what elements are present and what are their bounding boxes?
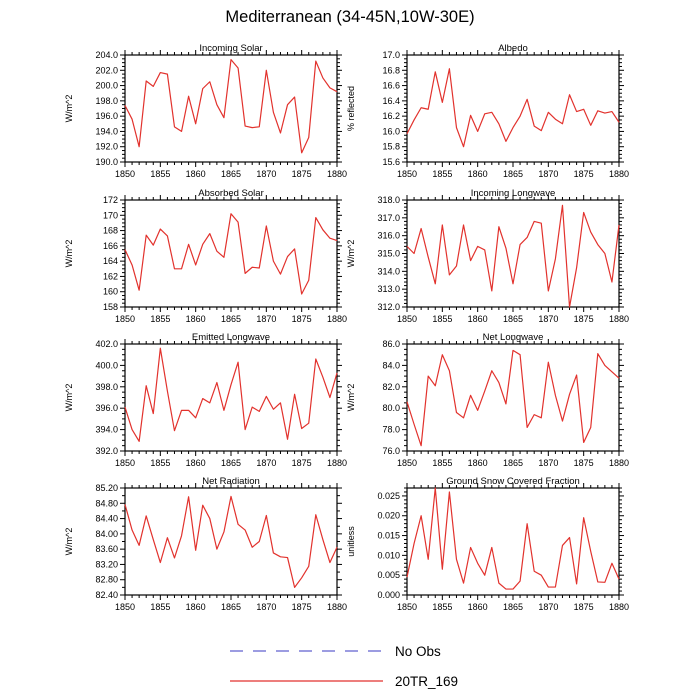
svg-text:Absorbed Solar: Absorbed Solar: [198, 188, 264, 199]
svg-text:86.0: 86.0: [382, 339, 400, 349]
svg-text:78.0: 78.0: [382, 424, 400, 435]
svg-text:1850: 1850: [396, 169, 418, 179]
svg-text:162: 162: [102, 271, 118, 282]
svg-text:1875: 1875: [291, 169, 312, 179]
svg-text:200.0: 200.0: [95, 80, 118, 91]
svg-text:84.00: 84.00: [95, 528, 118, 539]
svg-text:1855: 1855: [432, 458, 453, 468]
svg-text:1870: 1870: [538, 314, 559, 324]
svg-text:1850: 1850: [396, 314, 418, 324]
svg-text:1855: 1855: [150, 169, 171, 179]
svg-text:315.0: 315.0: [377, 248, 400, 259]
chart-canvas-albedo: [334, 41, 682, 189]
chart-albedo: [334, 41, 682, 189]
svg-text:1870: 1870: [538, 458, 559, 468]
svg-text:1855: 1855: [432, 314, 453, 324]
svg-text:16.2: 16.2: [382, 111, 400, 122]
svg-text:84.80: 84.80: [95, 498, 118, 509]
svg-text:166: 166: [102, 240, 118, 251]
svg-text:164: 164: [102, 256, 118, 267]
svg-text:172: 172: [102, 195, 118, 205]
svg-text:1870: 1870: [538, 169, 559, 179]
svg-text:1860: 1860: [185, 602, 206, 612]
svg-text:1855: 1855: [432, 602, 453, 612]
svg-text:1855: 1855: [150, 602, 171, 612]
svg-text:1850: 1850: [114, 458, 136, 468]
no-obs-dashed-line-sample: [228, 641, 385, 661]
svg-text:1860: 1860: [185, 314, 206, 324]
svg-text:202.0: 202.0: [95, 65, 118, 76]
svg-text:0.025: 0.025: [377, 490, 400, 501]
svg-text:unitless: unitless: [346, 526, 356, 557]
svg-text:82.0: 82.0: [382, 381, 400, 392]
svg-text:196.0: 196.0: [95, 111, 118, 122]
svg-text:1870: 1870: [256, 314, 277, 324]
svg-text:17.0: 17.0: [382, 50, 400, 60]
svg-text:W/m^2: W/m^2: [346, 383, 356, 412]
svg-text:402.0: 402.0: [95, 339, 118, 349]
svg-text:1880: 1880: [326, 602, 348, 612]
svg-text:80.0: 80.0: [382, 403, 400, 414]
svg-text:317.0: 317.0: [377, 212, 400, 223]
svg-text:0.015: 0.015: [377, 530, 400, 541]
svg-text:1850: 1850: [396, 458, 418, 468]
legend-label-no-obs: No Obs: [395, 643, 441, 659]
svg-text:84.40: 84.40: [95, 513, 118, 524]
svg-text:1875: 1875: [573, 602, 594, 612]
svg-text:1865: 1865: [502, 458, 524, 468]
page-title: Mediterranean (34-45N,10W-30E): [225, 8, 475, 26]
svg-text:W/m^2: W/m^2: [346, 239, 356, 268]
svg-text:84.0: 84.0: [382, 360, 400, 371]
svg-text:0.005: 0.005: [377, 570, 400, 581]
chart-ground-snow-fraction: [334, 474, 682, 622]
svg-text:76.0: 76.0: [382, 446, 400, 456]
chart-canvas-net-longwave: [334, 330, 682, 478]
svg-text:1880: 1880: [326, 169, 348, 179]
svg-text:0.010: 0.010: [377, 550, 400, 561]
svg-text:1850: 1850: [114, 314, 136, 324]
svg-text:398.0: 398.0: [95, 381, 118, 392]
svg-text:313.0: 313.0: [377, 284, 400, 295]
svg-text:85.20: 85.20: [95, 483, 118, 493]
svg-text:16.8: 16.8: [382, 65, 400, 76]
svg-text:392.0: 392.0: [95, 446, 118, 456]
svg-text:15.8: 15.8: [382, 141, 400, 152]
svg-text:194.0: 194.0: [95, 126, 118, 137]
svg-text:400.0: 400.0: [95, 360, 118, 371]
svg-text:W/m^2: W/m^2: [64, 527, 74, 556]
chart-canvas-incoming-longwave: [334, 186, 682, 334]
svg-text:1875: 1875: [573, 314, 594, 324]
svg-text:16.4: 16.4: [382, 95, 400, 106]
svg-text:1880: 1880: [608, 314, 630, 324]
svg-text:318.0: 318.0: [377, 195, 400, 205]
svg-text:1865: 1865: [502, 169, 524, 179]
svg-text:W/m^2: W/m^2: [64, 239, 74, 268]
legend-label-20tr-169: 20TR_169: [395, 673, 459, 689]
svg-text:168: 168: [102, 225, 118, 236]
svg-text:16.0: 16.0: [382, 126, 400, 137]
svg-text:1875: 1875: [291, 458, 312, 468]
svg-text:1850: 1850: [114, 602, 136, 612]
svg-text:0.020: 0.020: [377, 510, 400, 521]
svg-text:1880: 1880: [326, 458, 348, 468]
svg-text:Net Longwave: Net Longwave: [482, 332, 544, 343]
svg-text:1865: 1865: [220, 458, 242, 468]
svg-text:% reflected: % reflected: [346, 85, 356, 132]
svg-text:1860: 1860: [467, 458, 488, 468]
svg-text:316.0: 316.0: [377, 230, 400, 241]
svg-text:W/m^2: W/m^2: [64, 94, 74, 123]
svg-text:83.60: 83.60: [95, 544, 118, 555]
svg-text:1855: 1855: [150, 314, 171, 324]
svg-text:1865: 1865: [502, 314, 524, 324]
svg-text:1860: 1860: [185, 458, 206, 468]
svg-text:1850: 1850: [114, 169, 136, 179]
svg-text:82.40: 82.40: [95, 590, 118, 600]
svg-text:1855: 1855: [432, 169, 453, 179]
svg-text:158: 158: [102, 302, 118, 312]
svg-text:1865: 1865: [220, 169, 242, 179]
svg-text:1880: 1880: [608, 169, 630, 179]
svg-text:394.0: 394.0: [95, 424, 118, 435]
svg-text:W/m^2: W/m^2: [64, 383, 74, 412]
svg-text:1855: 1855: [150, 458, 171, 468]
svg-text:Incoming Longwave: Incoming Longwave: [470, 188, 556, 199]
svg-text:1875: 1875: [291, 602, 312, 612]
svg-text:1880: 1880: [608, 458, 630, 468]
svg-text:Ground Snow Covered Fraction: Ground Snow Covered Fraction: [446, 476, 580, 487]
svg-text:314.0: 314.0: [377, 266, 400, 277]
svg-text:1875: 1875: [573, 458, 594, 468]
svg-text:1880: 1880: [608, 602, 630, 612]
svg-text:Net Radiation: Net Radiation: [202, 476, 260, 487]
svg-text:396.0: 396.0: [95, 403, 118, 414]
svg-text:160: 160: [102, 286, 118, 297]
svg-text:170: 170: [102, 210, 118, 221]
svg-text:1860: 1860: [185, 169, 206, 179]
svg-text:1875: 1875: [291, 314, 312, 324]
legend-item-20tr-169: [228, 671, 458, 691]
chart-net-longwave: [334, 330, 682, 478]
svg-text:82.80: 82.80: [95, 574, 118, 585]
svg-text:204.0: 204.0: [95, 50, 118, 60]
svg-text:192.0: 192.0: [95, 141, 118, 152]
svg-text:190.0: 190.0: [95, 157, 118, 167]
svg-text:1875: 1875: [573, 169, 594, 179]
svg-text:1865: 1865: [220, 314, 242, 324]
chart-canvas-ground-snow-fraction: [334, 474, 682, 622]
svg-text:1850: 1850: [396, 602, 418, 612]
svg-text:Incoming Solar: Incoming Solar: [199, 43, 263, 54]
svg-text:Emitted Longwave: Emitted Longwave: [191, 332, 271, 343]
chart-incoming-longwave: [334, 186, 682, 334]
svg-text:1870: 1870: [256, 458, 277, 468]
svg-text:1865: 1865: [220, 602, 242, 612]
svg-text:15.6: 15.6: [382, 157, 400, 167]
svg-text:0.000: 0.000: [377, 590, 400, 600]
svg-text:Albedo: Albedo: [498, 43, 528, 54]
svg-text:83.20: 83.20: [95, 559, 118, 570]
svg-text:198.0: 198.0: [95, 95, 118, 106]
svg-text:1860: 1860: [467, 169, 488, 179]
svg-text:1880: 1880: [326, 314, 348, 324]
series-solid-line-sample: [228, 671, 385, 691]
svg-text:1860: 1860: [467, 314, 488, 324]
svg-text:1870: 1870: [256, 602, 277, 612]
svg-text:1870: 1870: [538, 602, 559, 612]
svg-text:1865: 1865: [502, 602, 524, 612]
svg-text:1870: 1870: [256, 169, 277, 179]
svg-text:16.6: 16.6: [382, 80, 400, 91]
svg-text:312.0: 312.0: [377, 302, 400, 312]
svg-text:1860: 1860: [467, 602, 488, 612]
legend-item-no-obs: [228, 641, 441, 661]
